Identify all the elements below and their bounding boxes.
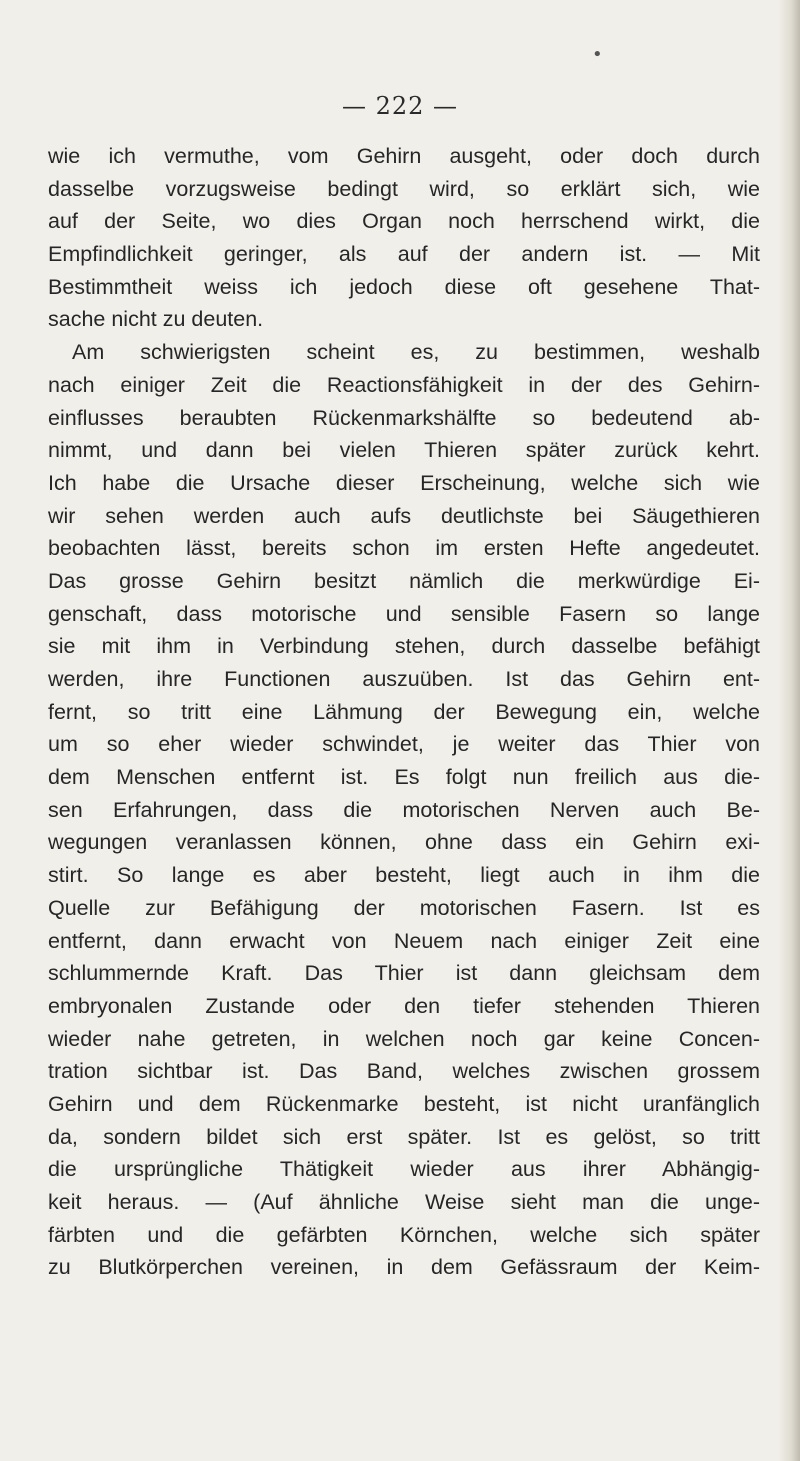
text-line: sie mit ihm in Verbindung stehen, durch dasselbe befähigt — [48, 634, 760, 659]
text-line: auf der Seite, wo dies Organ noch herrschend wirkt, die — [48, 209, 760, 234]
text-line: schlummernde Kraft. Das Thier ist dann gleichsam dem — [48, 961, 760, 986]
text-line: genschaft, dass motorische und sensible Fasern so lange — [48, 601, 760, 626]
text-line: Bestimmtheit weiss ich jedoch diese oft gesehene That- — [48, 274, 760, 299]
page-number: — 222 — — [341, 92, 459, 120]
text-line: beobachten lässt, bereits schon im ersten Hefte angedeutet. — [48, 536, 760, 561]
text-line: einflusses beraubten Rückenmarkshälfte so bedeutend ab- — [48, 405, 760, 430]
text-line: nach einiger Zeit die Reactionsfähigkeit in der des Gehirn- — [48, 372, 760, 397]
text-line: um so eher wieder schwindet, je weiter das Thier von — [48, 732, 760, 757]
text-line: keit heraus. — (Auf ähnliche Weise sieht man die unge- — [48, 1190, 760, 1214]
page-edge-shadow — [778, 0, 800, 1461]
text-line: sache nicht zu deuten. — [48, 307, 264, 332]
text-line: wie ich vermuthe, vom Gehirn ausgeht, oder doch durch — [48, 144, 760, 168]
text-line: dem Menschen entfernt ist. Es folgt nun freilich aus die- — [48, 765, 760, 790]
text-line: Gehirn und dem Rückenmarke besteht, ist nicht uranfänglich — [48, 1091, 760, 1116]
text-line: wieder nahe getreten, in welchen noch gar keine Concen- — [48, 1026, 760, 1051]
text-line: da, sondern bildet sich erst später. Ist es gelöst, so tritt — [48, 1124, 760, 1149]
text-line: fernt, so tritt eine Lähmung der Bewegung ein, welche — [48, 699, 760, 724]
text-line: Ich habe die Ursache dieser Erscheinung, welche sich wie — [48, 470, 760, 495]
text-line: die ursprüngliche Thätigkeit wieder aus ihrer Abhängig- — [48, 1157, 760, 1182]
text-line: Das grosse Gehirn besitzt nämlich die merkwürdige Ei- — [48, 568, 760, 593]
text-line: stirt. So lange es aber besteht, liegt auch in ihm die — [48, 863, 760, 888]
text-line: wir sehen werden auch aufs deutlichste bei Säugethieren — [48, 503, 760, 528]
text-line: dasselbe vorzugsweise bedingt wird, so erklärt sich, wie — [48, 176, 760, 201]
text-line: entfernt, dann erwacht von Neuem nach einiger Zeit eine — [48, 928, 760, 953]
text-line: sen Erfahrungen, dass die motorischen Nerven auch Be- — [48, 797, 760, 822]
text-line: Quelle zur Befähigung der motorischen Fasern. Ist es — [48, 895, 760, 920]
text-line: Am schwierigsten scheint es, zu bestimmen, weshalb — [72, 340, 760, 365]
ink-speck: • — [592, 44, 603, 65]
text-line: Empfindlichkeit geringer, als auf der andern ist. — Mit — [48, 242, 760, 267]
text-line: wegungen veranlassen können, ohne dass ein Gehirn exi- — [48, 830, 760, 855]
text-line: werden, ihre Functionen auszuüben. Ist das Gehirn ent- — [48, 667, 760, 691]
text-line: färbten und die gefärbten Körnchen, welche sich später — [48, 1222, 760, 1247]
body-text — [48, 140, 760, 1284]
text-line: embryonalen Zustande oder den tiefer stehenden Thieren — [48, 993, 760, 1018]
text-line: tration sichtbar ist. Das Band, welches zwischen grossem — [48, 1059, 760, 1084]
text-line: nimmt, und dann bei vielen Thieren später zurück kehrt. — [48, 438, 760, 463]
text-line: zu Blutkörperchen vereinen, in dem Gefässraum der Keim- — [48, 1255, 760, 1280]
